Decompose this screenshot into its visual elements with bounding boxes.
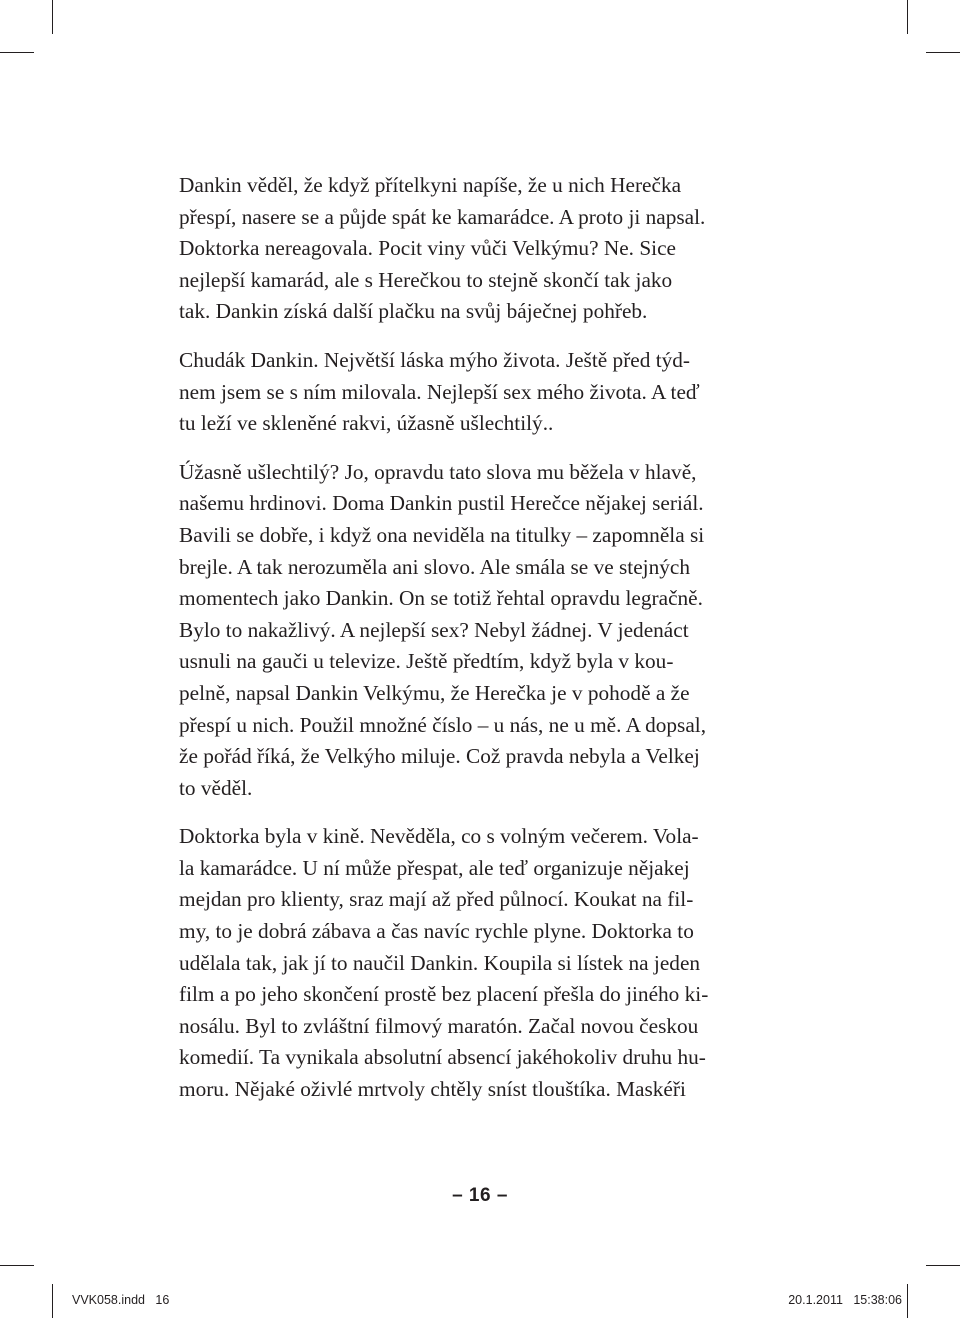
- text-line: brejle. A tak nerozuměla ani slovo. Ale smála se ve stejných: [179, 554, 690, 579]
- text-line: komedií. Ta vynikala absolutní absencí jakéhokoliv druhu hu-: [179, 1045, 706, 1070]
- paragraph-4: [179, 821, 785, 1105]
- text-line: my, to je dobrá zábava a čas navíc rychle plyne. Doktorka to: [179, 919, 694, 944]
- text-line: nem jsem se s ním milovala. Nejlepší sex mého života. A teď: [179, 379, 700, 404]
- slug-timestamp: 20.1.2011 15:38:06: [788, 1293, 902, 1307]
- folio-dash-left: –: [452, 1185, 464, 1206]
- text-line: Úžasně ušlechtilý? Jo, opravdu tato slova mu běžela v hlavě,: [179, 459, 697, 484]
- text-line: moru. Nějaké oživlé mrtvoly chtěly sníst tlouštíka. Maskéři: [179, 1077, 686, 1102]
- paragraph-1: [179, 170, 785, 328]
- crop-mark-top-right-horizontal: [926, 52, 960, 53]
- text-line: usnuli na gauči u televize. Ještě předtím, když byla v kou-: [179, 649, 674, 674]
- text-line: Doktorka byla v kině. Nevěděla, co s volným večerem. Vola-: [179, 824, 699, 849]
- crop-mark-bottom-right-horizontal: [926, 1265, 960, 1266]
- paragraph-2: [179, 345, 785, 440]
- text-line: momentech jako Dankin. On se totiž řehtal opravdu legračně.: [179, 586, 703, 611]
- page-number-value: 16: [468, 1185, 492, 1206]
- crop-mark-top-right-vertical: [907, 0, 908, 34]
- text-line: Chudák Dankin. Největší láska mýho života. Ještě před týd-: [179, 347, 691, 372]
- text-line: že pořád říká, že Velkýho miluje. Což pravda nebyla a Velkej: [179, 744, 700, 769]
- text-line: nosálu. Byl to zvláštní filmový maratón. Začal novou českou: [179, 1013, 699, 1038]
- text-line: přespí, nasere se a půjde spát ke kamarádce. A proto ji napsal.: [179, 204, 706, 229]
- folio-dash-right: –: [496, 1185, 508, 1206]
- page-number: [0, 1185, 960, 1207]
- crop-mark-bottom-right-vertical: [907, 1284, 908, 1318]
- paragraph-gap: [179, 804, 785, 821]
- text-line: přespí u nich. Použil množné číslo – u nás, ne u mě. A dopsal,: [179, 712, 707, 737]
- paragraph-3: [179, 457, 785, 805]
- text-line: Bylo to nakažlivý. A nejlepší sex? Nebyl žádnej. V jedenáct: [179, 617, 689, 642]
- slug-file-info: VVK058.indd 16: [72, 1293, 170, 1307]
- crop-mark-top-left-vertical: [52, 0, 53, 34]
- crop-mark-bottom-left-horizontal: [0, 1265, 34, 1266]
- text-line: udělala tak, jak jí to naučil Dankin. Koupila si lístek na jeden: [179, 950, 701, 975]
- paragraph-gap: [179, 440, 785, 457]
- text-line: pelně, napsal Dankin Velkýmu, že Herečka je v pohodě a že: [179, 680, 690, 705]
- crop-mark-top-left-horizontal: [0, 52, 34, 53]
- text-line: Bavili se dobře, i když ona neviděla na titulky – zapomněla si: [179, 522, 705, 547]
- text-line: la kamarádce. U ní může přespat, ale teď organizuje nějakej: [179, 855, 690, 880]
- text-line: našemu hrdinovi. Doma Dankin pustil Herečce nějakej seriál.: [179, 491, 704, 516]
- text-line: to věděl.: [179, 775, 253, 800]
- text-line: Dankin věděl, že když přítelkyni napíše, že u nich Herečka: [179, 173, 682, 197]
- text-line: tak. Dankin získá další plačku na svůj báječnej pohřeb.: [179, 299, 648, 324]
- crop-mark-bottom-left-vertical: [52, 1284, 53, 1318]
- text-line: Doktorka nereagovala. Pocit viny vůči Velkýmu? Ne. Sice: [179, 236, 676, 261]
- paragraph-gap: [179, 328, 785, 345]
- body-text: [179, 170, 785, 1106]
- text-line: nejlepší kamarád, ale s Herečkou to stejně skončí tak jako: [179, 267, 673, 292]
- text-line: mejdan pro klienty, sraz mají až před půlnocí. Koukat na fil-: [179, 887, 694, 912]
- text-line: tu leží ve skleněné rakvi, úžasně ušlechtilý..: [179, 411, 554, 436]
- text-line: film a po jeho skončení prostě bez placení přešla do jiného ki-: [179, 982, 709, 1007]
